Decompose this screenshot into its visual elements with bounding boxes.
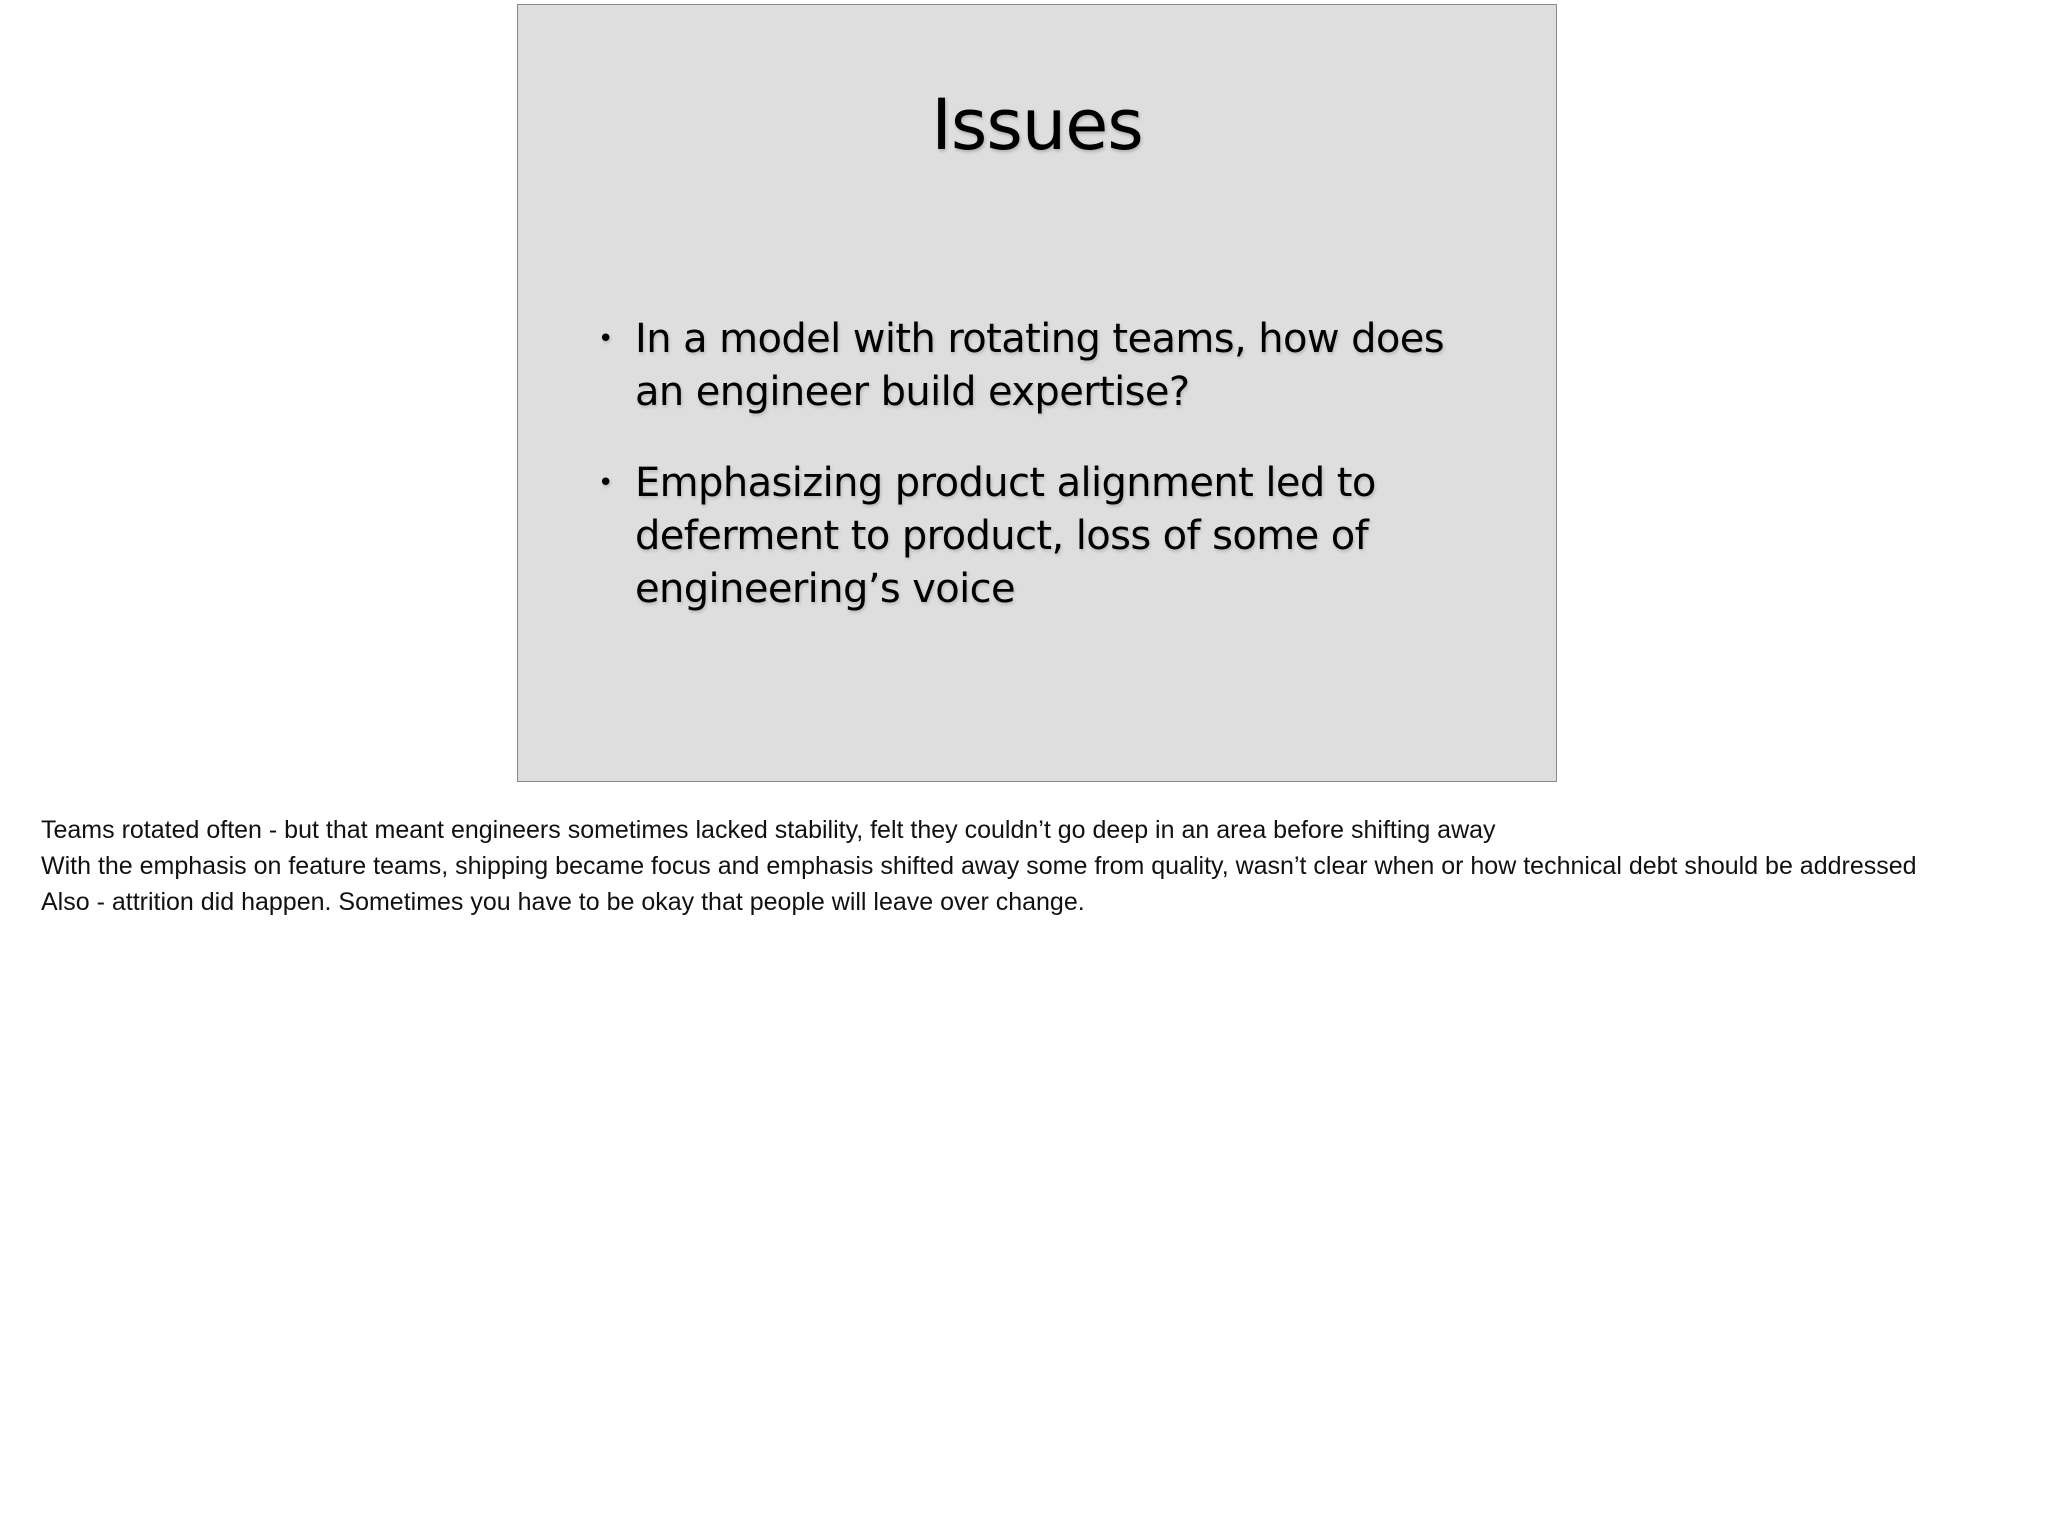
slide-title: Issues	[931, 84, 1143, 166]
note-line: With the emphasis on feature teams, shipping became focus and emphasis shifted away some from quality, wasn’t clear when or how technical debt should be addressed	[41, 852, 1917, 880]
slide-preview	[517, 4, 1557, 782]
slide-bullet-text: Emphasizing product alignment led to deferment to product, loss of some of engineering’s voice	[635, 460, 1376, 612]
bullet-dot-icon: •	[598, 324, 613, 354]
slide-bullet-item	[598, 313, 1498, 419]
slide-bullet-list	[598, 313, 1498, 654]
note-line: Also - attrition did happen. Sometimes you have to be okay that people will leave over change.	[41, 888, 1085, 916]
note-line: Teams rotated often - but that meant engineers sometimes lacked stability, felt they couldn’t go deep in an area before shifting away	[41, 816, 1496, 844]
slide-bullet-item	[598, 457, 1498, 616]
presenter-notes	[41, 812, 1991, 920]
slide-bullet-text: In a model with rotating teams, how does an engineer build expertise?	[635, 316, 1445, 415]
bullet-dot-icon: •	[598, 468, 613, 498]
